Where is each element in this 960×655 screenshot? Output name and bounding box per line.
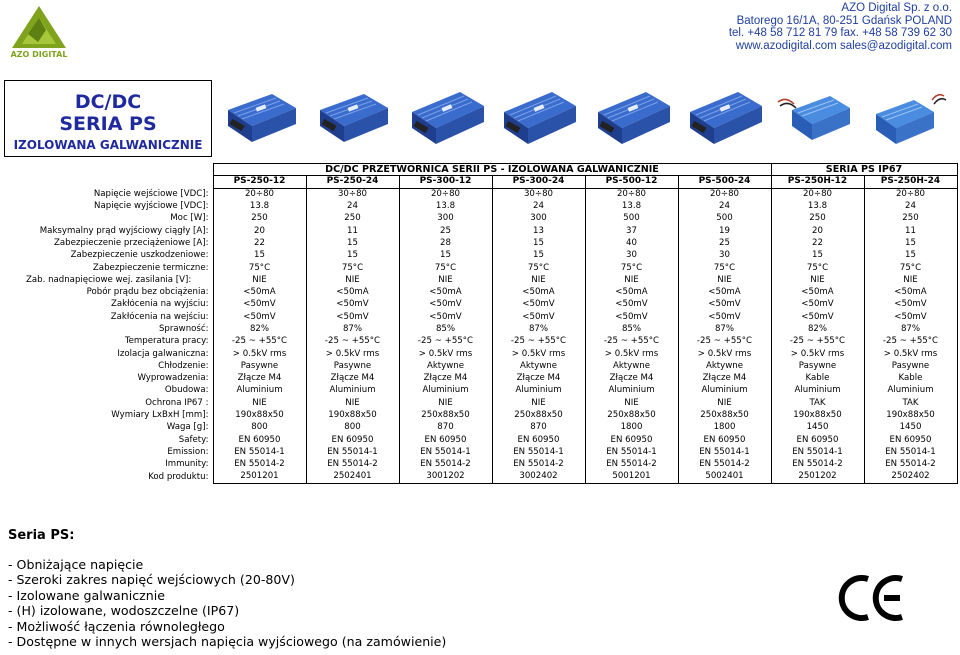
title-line-2: SERIA PS bbox=[59, 113, 157, 135]
spec-value: NIE bbox=[771, 274, 864, 286]
spec-value: 190x88x50 bbox=[864, 409, 957, 421]
spec-value: 20÷80 bbox=[864, 188, 957, 200]
spec-value: 24 bbox=[492, 200, 585, 212]
spec-value: <50mV bbox=[864, 311, 957, 323]
spec-value: 20 bbox=[771, 225, 864, 237]
spec-label: Sprawność: bbox=[158, 324, 209, 334]
spec-value: 250x88x50 bbox=[585, 409, 678, 421]
spec-value: Aluminium bbox=[492, 385, 585, 397]
spec-label: Safety: bbox=[178, 434, 209, 445]
spec-row bbox=[4, 299, 957, 311]
model-header: PS-500-24 bbox=[678, 176, 771, 188]
spec-value: EN 55014-2 bbox=[864, 459, 957, 471]
spec-row bbox=[4, 360, 957, 372]
spec-value: 15 bbox=[492, 250, 585, 262]
spec-row bbox=[4, 286, 957, 298]
spec-row bbox=[4, 323, 957, 335]
spec-row bbox=[4, 237, 957, 249]
spec-value: 15 bbox=[399, 250, 492, 262]
spec-value: 19 bbox=[678, 225, 771, 237]
spec-value: > 0.5kV rms bbox=[864, 348, 957, 360]
spec-value: NIE bbox=[492, 274, 585, 286]
model-header-row bbox=[4, 176, 957, 188]
spec-value: 300 bbox=[399, 213, 492, 225]
product-image-ps-300-24 bbox=[498, 88, 578, 148]
spec-label: Kod produktu: bbox=[148, 471, 209, 482]
spec-value: Aluminium bbox=[678, 385, 771, 397]
spec-value: <50mV bbox=[306, 299, 399, 311]
model-header: PS-300-12 bbox=[399, 176, 492, 188]
spec-value: Aluminium bbox=[306, 385, 399, 397]
spec-value: NIE bbox=[585, 397, 678, 409]
spec-value: > 0.5kV rms bbox=[306, 348, 399, 360]
spec-value: 87% bbox=[306, 323, 399, 335]
spec-value: Złącze M4 bbox=[492, 373, 585, 385]
spec-row bbox=[4, 200, 957, 212]
spec-value: EN 60950 bbox=[864, 434, 957, 446]
spec-value: NIE bbox=[399, 397, 492, 409]
spec-value: -25 ~ +55°C bbox=[585, 336, 678, 348]
spec-value: EN 55014-2 bbox=[492, 459, 585, 471]
product-image-ps-250-12 bbox=[220, 88, 300, 148]
spec-value: -25 ~ +55°C bbox=[492, 336, 585, 348]
spec-value: 250x88x50 bbox=[492, 409, 585, 421]
spec-value: <50mV bbox=[399, 299, 492, 311]
spec-value: 1450 bbox=[864, 422, 957, 434]
spec-value: 800 bbox=[213, 422, 306, 434]
spec-value: > 0.5kV rms bbox=[213, 348, 306, 360]
spec-row bbox=[4, 274, 957, 286]
feature-item: - Szeroki zakres napięć wejściowych (20-80V) bbox=[8, 572, 295, 588]
feature-item: - Możliwość łączenia równoległego bbox=[8, 618, 225, 634]
spec-value: 24 bbox=[678, 200, 771, 212]
spec-value: TAK bbox=[864, 397, 957, 409]
spec-value: 24 bbox=[864, 200, 957, 212]
spec-label: Zab. nadnapięciowe wej. zasilania [V]: bbox=[26, 274, 192, 285]
model-header: PS-250-24 bbox=[306, 176, 399, 188]
feature-item: - Dostępne w innych wersjach napięcia wyjściowego (na zamówienie) bbox=[8, 634, 447, 650]
spec-value: <50mA bbox=[585, 286, 678, 298]
spec-label: Maksymalny prąd wyjściowy ciągły [A]: bbox=[39, 225, 209, 236]
spec-value: EN 55014-1 bbox=[678, 446, 771, 458]
spec-value: > 0.5kV rms bbox=[492, 348, 585, 360]
spec-value: -25 ~ +55°C bbox=[213, 336, 306, 348]
spec-row bbox=[4, 311, 957, 323]
spec-value: Aluminium bbox=[213, 385, 306, 397]
spec-label: Wyprowadzenia: bbox=[137, 373, 209, 384]
spec-value: <50mV bbox=[213, 311, 306, 323]
spec-value: -25 ~ +55°C bbox=[678, 336, 771, 348]
spec-value: EN 55014-1 bbox=[306, 446, 399, 458]
spec-value: <50mA bbox=[771, 286, 864, 298]
spec-label: Emission: bbox=[167, 446, 209, 457]
spec-value: 87% bbox=[864, 323, 957, 335]
spec-value: 15 bbox=[306, 250, 399, 262]
spec-value: EN 60950 bbox=[213, 434, 306, 446]
spec-value: 28 bbox=[399, 237, 492, 249]
spec-value: <50mV bbox=[678, 311, 771, 323]
spec-value: Aktywne bbox=[492, 360, 585, 372]
spec-value: 15 bbox=[864, 237, 957, 249]
spec-label: Wymiary LxBxH [mm]: bbox=[111, 410, 209, 421]
spec-value: 82% bbox=[771, 323, 864, 335]
spec-value: 20÷80 bbox=[399, 188, 492, 200]
spec-value: EN 55014-2 bbox=[399, 459, 492, 471]
spec-value: Aluminium bbox=[399, 385, 492, 397]
spec-table bbox=[4, 163, 958, 484]
spec-row bbox=[4, 188, 957, 200]
product-image-ps-300-12 bbox=[406, 88, 486, 148]
spec-value: 870 bbox=[492, 422, 585, 434]
spec-value: 2501202 bbox=[771, 471, 864, 483]
spec-value: 20 bbox=[213, 225, 306, 237]
spec-value: Aktywne bbox=[585, 360, 678, 372]
spec-value: Złącze M4 bbox=[306, 373, 399, 385]
spec-value: 250x88x50 bbox=[678, 409, 771, 421]
spec-value: 190x88x50 bbox=[771, 409, 864, 421]
spec-label: Zabezpieczenie przeciążeniowe [A]: bbox=[54, 237, 209, 248]
spec-label: Ochrona IP67 : bbox=[145, 397, 209, 408]
spec-value: 75°C bbox=[678, 262, 771, 274]
spec-value: 250 bbox=[213, 213, 306, 225]
spec-value: -25 ~ +55°C bbox=[399, 336, 492, 348]
spec-label: Zabezpieczenie uszkodzeniowe: bbox=[70, 250, 209, 261]
spec-value: 500 bbox=[678, 213, 771, 225]
feature-item: - (H) izolowane, wodoszczelne (IP67) bbox=[8, 603, 240, 619]
spec-label: Obudowa: bbox=[164, 385, 209, 396]
spec-value: 11 bbox=[306, 225, 399, 237]
spec-value: NIE bbox=[213, 397, 306, 409]
spec-value: Złącze M4 bbox=[213, 373, 306, 385]
spec-value: 75°C bbox=[864, 262, 957, 274]
spec-row bbox=[4, 446, 957, 458]
spec-row bbox=[4, 397, 957, 409]
spec-value: 87% bbox=[492, 323, 585, 335]
company-phone: tel. +48 58 712 81 79 fax. +48 58 739 62 30 bbox=[728, 27, 952, 40]
logo-text: AZO DIGITAL bbox=[10, 50, 68, 59]
spec-value: 500 bbox=[585, 213, 678, 225]
spec-value: 24 bbox=[306, 200, 399, 212]
product-image-ps-500-12 bbox=[592, 88, 672, 148]
spec-value: 30÷80 bbox=[306, 188, 399, 200]
spec-value: Aktywne bbox=[678, 360, 771, 372]
spec-value: 75°C bbox=[213, 262, 306, 274]
ce-mark-icon bbox=[838, 573, 908, 623]
spec-label: Zabezpieczenie termiczne: bbox=[92, 262, 209, 273]
spec-value: 2502402 bbox=[864, 471, 957, 483]
spec-value: 20÷80 bbox=[213, 188, 306, 200]
spec-row bbox=[4, 336, 957, 348]
spec-value: NIE bbox=[306, 274, 399, 286]
spec-value: > 0.5kV rms bbox=[585, 348, 678, 360]
feature-item: - Obniżające napięcie bbox=[8, 557, 144, 572]
spec-value: Pasywne bbox=[213, 360, 306, 372]
spec-value: 250 bbox=[864, 213, 957, 225]
model-header: PS-250H-24 bbox=[864, 176, 957, 188]
model-header: PS-500-12 bbox=[585, 176, 678, 188]
spec-value: 1800 bbox=[678, 422, 771, 434]
spec-label: Temperatura pracy: bbox=[124, 336, 209, 347]
spec-value: 75°C bbox=[771, 262, 864, 274]
spec-row bbox=[4, 471, 957, 483]
company-address: Batorego 16/1A, 80-251 Gdańsk POLAND bbox=[736, 14, 952, 27]
spec-value: EN 60950 bbox=[771, 434, 864, 446]
spec-value: <50mA bbox=[492, 286, 585, 298]
spec-value: <50mV bbox=[399, 311, 492, 323]
spec-value: 13.8 bbox=[213, 200, 306, 212]
spec-value: EN 55014-2 bbox=[306, 459, 399, 471]
spec-value: 15 bbox=[864, 250, 957, 262]
spec-value: EN 55014-2 bbox=[585, 459, 678, 471]
spec-row bbox=[4, 225, 957, 237]
group-header-right: SERIA PS IP67 bbox=[771, 164, 957, 176]
spec-value: -25 ~ +55°C bbox=[771, 336, 864, 348]
spec-value: 22 bbox=[771, 237, 864, 249]
spec-value: Złącze M4 bbox=[399, 373, 492, 385]
spec-row bbox=[4, 213, 957, 225]
spec-value: EN 55014-1 bbox=[213, 446, 306, 458]
spec-label: Pobór prądu bez obciążenia: bbox=[86, 287, 209, 298]
spec-value: <50mV bbox=[492, 299, 585, 311]
spec-value: <50mV bbox=[771, 311, 864, 323]
spec-value: EN 60950 bbox=[399, 434, 492, 446]
spec-value: NIE bbox=[678, 274, 771, 286]
spec-value: <50mA bbox=[864, 286, 957, 298]
spec-value: EN 55014-1 bbox=[585, 446, 678, 458]
spec-value: EN 55014-1 bbox=[399, 446, 492, 458]
spec-value: 25 bbox=[678, 237, 771, 249]
spec-value: 30÷80 bbox=[492, 188, 585, 200]
group-header-row bbox=[4, 164, 957, 176]
spec-value: 250 bbox=[771, 213, 864, 225]
spec-value: NIE bbox=[306, 397, 399, 409]
spec-value: 40 bbox=[585, 237, 678, 249]
spec-label: Moc [W]: bbox=[170, 213, 209, 224]
spec-value: EN 55014-2 bbox=[678, 459, 771, 471]
product-image-ps-250-24 bbox=[312, 88, 392, 148]
spec-value: NIE bbox=[399, 274, 492, 286]
spec-label: Immunity: bbox=[165, 459, 209, 470]
spec-row bbox=[4, 250, 957, 262]
spec-label: Napięcie wyjściowe [VDC]: bbox=[94, 201, 209, 212]
spec-value: <50mA bbox=[306, 286, 399, 298]
spec-value: 2502401 bbox=[306, 471, 399, 483]
spec-value: EN 60950 bbox=[492, 434, 585, 446]
contact-block bbox=[729, 2, 952, 52]
spec-value: 75°C bbox=[306, 262, 399, 274]
model-header: PS-250H-12 bbox=[771, 176, 864, 188]
spec-value: 30 bbox=[585, 250, 678, 262]
spec-value: <50mV bbox=[864, 299, 957, 311]
spec-value: 13 bbox=[492, 225, 585, 237]
group-header-left: DC/DC PRZETWORNICA SERII PS - IZOLOWANA GALWANICZNIE bbox=[213, 164, 771, 176]
spec-value: > 0.5kV rms bbox=[771, 348, 864, 360]
spec-value: Kable bbox=[771, 373, 864, 385]
spec-value: 190x88x50 bbox=[306, 409, 399, 421]
spec-value: EN 60950 bbox=[585, 434, 678, 446]
spec-value: <50mA bbox=[678, 286, 771, 298]
spec-value: > 0.5kV rms bbox=[399, 348, 492, 360]
spec-value: EN 55014-2 bbox=[213, 459, 306, 471]
spec-value: 3002402 bbox=[492, 471, 585, 483]
spec-value: 190x88x50 bbox=[213, 409, 306, 421]
spec-value: 1800 bbox=[585, 422, 678, 434]
spec-value: 250x88x50 bbox=[399, 409, 492, 421]
spec-value: Złącze M4 bbox=[678, 373, 771, 385]
spec-value: 82% bbox=[213, 323, 306, 335]
spec-row bbox=[4, 434, 957, 446]
spec-label: Zakłócenia na wejściu: bbox=[110, 311, 209, 322]
company-logo bbox=[8, 4, 70, 60]
spec-value: 20÷80 bbox=[771, 188, 864, 200]
spec-value: EN 60950 bbox=[678, 434, 771, 446]
spec-value: Pasywne bbox=[864, 360, 957, 372]
spec-value: <50mV bbox=[306, 311, 399, 323]
spec-value: 37 bbox=[585, 225, 678, 237]
spec-value: EN 60950 bbox=[306, 434, 399, 446]
spec-row bbox=[4, 385, 957, 397]
spec-value: 85% bbox=[585, 323, 678, 335]
title-line-1: DC/DC bbox=[74, 91, 142, 113]
spec-label: Waga [g]: bbox=[166, 422, 209, 433]
spec-value: 15 bbox=[771, 250, 864, 262]
spec-value: EN 55014-2 bbox=[771, 459, 864, 471]
spec-value: 30 bbox=[678, 250, 771, 262]
spec-value: EN 55014-1 bbox=[864, 446, 957, 458]
spec-value: 3001202 bbox=[399, 471, 492, 483]
spec-value: Kable bbox=[864, 373, 957, 385]
spec-value: 1450 bbox=[771, 422, 864, 434]
spec-value: NIE bbox=[864, 274, 957, 286]
spec-value: Aluminium bbox=[771, 385, 864, 397]
spec-value: <50mV bbox=[585, 311, 678, 323]
spec-row bbox=[4, 348, 957, 360]
spec-value: NIE bbox=[492, 397, 585, 409]
spec-row bbox=[4, 373, 957, 385]
feature-list bbox=[8, 557, 446, 649]
spec-value: Aluminium bbox=[585, 385, 678, 397]
spec-value: 25 bbox=[399, 225, 492, 237]
spec-row bbox=[4, 262, 957, 274]
spec-value: <50mV bbox=[585, 299, 678, 311]
spec-value: <50mV bbox=[771, 299, 864, 311]
spec-label: Napięcie wejściowe [VDC]: bbox=[93, 188, 209, 199]
spec-value: 300 bbox=[492, 213, 585, 225]
spec-value: 870 bbox=[399, 422, 492, 434]
spec-value: 75°C bbox=[492, 262, 585, 274]
feature-item: - Izolowane galwanicznie bbox=[8, 587, 166, 603]
spec-value: <50mV bbox=[492, 311, 585, 323]
spec-value: <50mA bbox=[399, 286, 492, 298]
spec-value: 13.8 bbox=[399, 200, 492, 212]
spec-value: 15 bbox=[492, 237, 585, 249]
company-name: AZO Digital Sp. z o.o. bbox=[841, 2, 952, 14]
spec-value: 5001201 bbox=[585, 471, 678, 483]
title-box bbox=[4, 80, 212, 157]
spec-value: 5002401 bbox=[678, 471, 771, 483]
model-header: PS-300-24 bbox=[492, 176, 585, 188]
spec-label: Zakłócenia na wyjściu: bbox=[110, 299, 209, 310]
spec-value: NIE bbox=[678, 397, 771, 409]
spec-value: 2501201 bbox=[213, 471, 306, 483]
spec-row bbox=[4, 422, 957, 434]
spec-value: 75°C bbox=[585, 262, 678, 274]
title-line-3: IZOLOWANA GALWANICZNIE bbox=[13, 138, 203, 152]
spec-value: > 0.5kV rms bbox=[678, 348, 771, 360]
product-image-ps-500-24 bbox=[684, 88, 764, 148]
model-header: PS-250-12 bbox=[213, 176, 306, 188]
spec-value: 13.8 bbox=[585, 200, 678, 212]
spec-value: TAK bbox=[771, 397, 864, 409]
spec-value: 75°C bbox=[399, 262, 492, 274]
spec-row bbox=[4, 459, 957, 471]
spec-value: 15 bbox=[213, 250, 306, 262]
spec-label: Chłodzenie: bbox=[158, 360, 209, 371]
spec-value: Pasywne bbox=[771, 360, 864, 372]
spec-value: 85% bbox=[399, 323, 492, 335]
spec-row bbox=[4, 409, 957, 421]
spec-value: 20÷80 bbox=[585, 188, 678, 200]
spec-value: <50mV bbox=[213, 299, 306, 311]
spec-value: 22 bbox=[213, 237, 306, 249]
spec-value: NIE bbox=[213, 274, 306, 286]
spec-value: Złącze M4 bbox=[585, 373, 678, 385]
spec-value: -25 ~ +55°C bbox=[864, 336, 957, 348]
spec-value: -25 ~ +55°C bbox=[306, 336, 399, 348]
spec-value: <50mA bbox=[213, 286, 306, 298]
spec-value: 800 bbox=[306, 422, 399, 434]
spec-value: 87% bbox=[678, 323, 771, 335]
spec-value: Aktywne bbox=[399, 360, 492, 372]
series-title: Seria PS: bbox=[8, 528, 75, 543]
spec-value: 20÷80 bbox=[678, 188, 771, 200]
product-images bbox=[214, 80, 956, 162]
spec-value: Aluminium bbox=[864, 385, 957, 397]
company-web[interactable]: www.azodigital.com sales@azodigital.com bbox=[735, 39, 952, 52]
spec-value: 13.8 bbox=[771, 200, 864, 212]
spec-value: EN 55014-1 bbox=[771, 446, 864, 458]
product-image-ps-250h-24 bbox=[868, 88, 948, 148]
spec-value: 15 bbox=[306, 237, 399, 249]
spec-value: NIE bbox=[585, 274, 678, 286]
product-image-ps-250h-12 bbox=[776, 88, 856, 148]
spec-value: Pasywne bbox=[306, 360, 399, 372]
spec-value: 11 bbox=[864, 225, 957, 237]
spec-value: <50mV bbox=[678, 299, 771, 311]
spec-value: 250 bbox=[306, 213, 399, 225]
spec-value: EN 55014-1 bbox=[492, 446, 585, 458]
spec-label: Izolacja galwaniczna: bbox=[117, 348, 209, 359]
